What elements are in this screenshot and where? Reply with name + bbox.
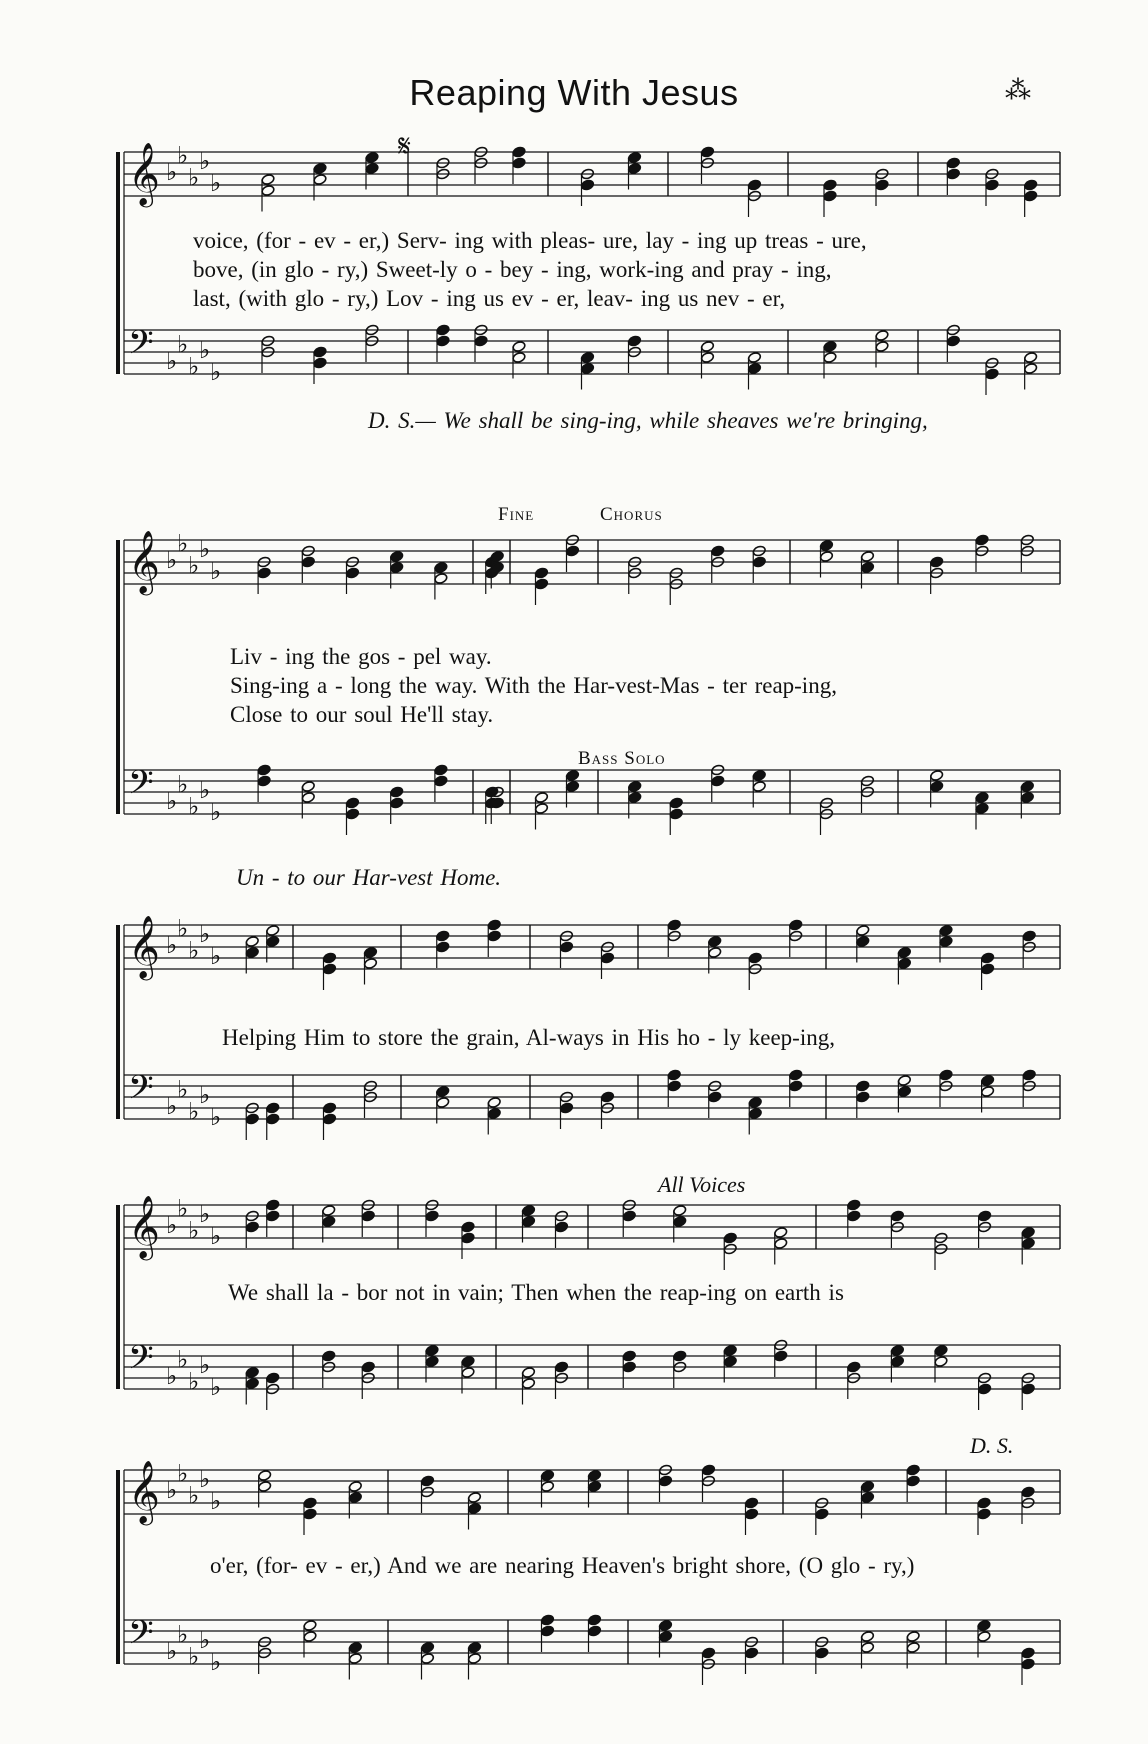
flat-icon: ♭ <box>188 1097 200 1126</box>
system-2 <box>118 504 1060 900</box>
treble-clef-icon: 𝄞 <box>128 915 160 978</box>
bass-clef-icon: 𝄢 <box>128 1339 154 1385</box>
lyric-line-3: Close to our soul He'll stay. <box>230 702 494 727</box>
lyric-line-1: o'er, (for- ev - er,) And we are nearing Heaven's bright shore, (O glo - ry,) <box>210 1553 915 1578</box>
bass-clef-icon: 𝄢 <box>128 1069 154 1115</box>
lyric-line-3: last, (with glo - ry,) Lov - ing us ev - er, leav- ing us nev - er, <box>193 286 786 311</box>
flat-icon: ♭ <box>188 792 200 821</box>
flat-icon: ♭ <box>210 1487 222 1515</box>
bass-clef-icon: 𝄢 <box>128 324 154 370</box>
system-3 <box>118 914 1060 1135</box>
flat-icon: ♭ <box>166 546 178 574</box>
flat-icon: ♭ <box>210 1373 222 1401</box>
flat-icon: ♭ <box>166 1211 178 1239</box>
lyric-line-1: voice, (for - ev - er,) Serv- ing with pleas- ure, lay - ing up treas - ure, <box>193 228 867 253</box>
ds-lyric-line: D. S.— We shall be sing-ing, while sheaves we're bringing, <box>368 408 928 433</box>
flat-icon: ♭ <box>166 1092 178 1120</box>
flat-icon: ♭ <box>177 1620 189 1649</box>
flat-icon: ♭ <box>210 358 222 386</box>
treble-clef-icon: 𝄞 <box>128 1195 160 1258</box>
flat-icon: ♭ <box>199 776 211 804</box>
flat-icon: ♭ <box>166 158 178 186</box>
flat-icon: ♭ <box>166 787 178 815</box>
flat-icon: ♭ <box>166 1362 178 1390</box>
fine-marking: Fine <box>498 504 535 525</box>
page-mark: ⁂ <box>1005 76 1031 105</box>
flat-icon: ♭ <box>210 1222 222 1250</box>
system-1 <box>118 130 1060 450</box>
flat-icon: ♭ <box>188 1642 200 1671</box>
bass-clef-icon: 𝄢 <box>128 1614 154 1660</box>
flat-icon: ♭ <box>199 535 211 563</box>
lyric-line-2: bove, (in glo - ry,) Sweet-ly o - bey - ing, work-ing and pray - ing, <box>193 257 832 282</box>
treble-clef-icon: 𝄞 <box>128 1460 160 1523</box>
flat-icon: ♭ <box>177 141 189 170</box>
hymn-title: Reaping With Jesus <box>409 72 739 113</box>
flat-icon: ♭ <box>177 1345 189 1374</box>
flat-icon: ♭ <box>210 169 222 197</box>
flat-icon: ♭ <box>166 347 178 375</box>
lyric-line-1: Helping Him to store the grain, Al-ways in His ho - ly keep-ing, <box>222 1025 835 1050</box>
treble-clef-icon: 𝄞 <box>128 142 160 205</box>
ds-marking: D. S. <box>970 1433 1014 1458</box>
lyric-line-1: We shall la - bor not in vain; Then when the reap-ing on earth is <box>228 1280 844 1305</box>
lyric-line-2: Sing-ing a - long the way. With the Har-vest-Mas - ter reap-ing, <box>230 673 837 698</box>
flat-icon: ♭ <box>177 1194 189 1223</box>
all-voices-marking: All Voices <box>658 1172 746 1197</box>
flat-icon: ♭ <box>188 936 200 965</box>
segno-sign: 𝄋 <box>398 130 412 163</box>
treble-clef-icon: 𝄞 <box>128 530 160 593</box>
flat-icon: ♭ <box>177 770 189 799</box>
flat-icon: ♭ <box>166 1476 178 1504</box>
flat-icon: ♭ <box>177 1459 189 1488</box>
flat-icon: ♭ <box>177 330 189 359</box>
flat-icon: ♭ <box>199 1465 211 1493</box>
flat-icon: ♭ <box>177 529 189 558</box>
system-5 <box>118 1433 1060 1685</box>
flat-icon: ♭ <box>210 1103 222 1131</box>
flat-icon: ♭ <box>210 798 222 826</box>
flat-icon: ♭ <box>188 1216 200 1245</box>
system-4 <box>118 1172 1060 1401</box>
flat-icon: ♭ <box>199 147 211 175</box>
flat-icon: ♭ <box>199 1626 211 1654</box>
lyric-line-1: Liv - ing the gos - pel way. <box>230 644 492 669</box>
lyric-below-bass: Un - to our Har-vest Home. <box>236 865 502 890</box>
chorus-marking: Chorus <box>600 504 663 525</box>
flat-icon: ♭ <box>188 163 200 192</box>
bass-solo-marking: Bass Solo <box>578 748 666 769</box>
flat-icon: ♭ <box>177 1075 189 1104</box>
bass-clef-icon: 𝄢 <box>128 764 154 810</box>
flat-icon: ♭ <box>210 1648 222 1676</box>
flat-icon: ♭ <box>166 931 178 959</box>
flat-icon: ♭ <box>177 914 189 943</box>
flat-icon: ♭ <box>210 557 222 585</box>
flat-icon: ♭ <box>188 551 200 580</box>
flat-icon: ♭ <box>166 1637 178 1665</box>
flat-icon: ♭ <box>188 1481 200 1510</box>
flat-icon: ♭ <box>199 1081 211 1109</box>
flat-icon: ♭ <box>188 1367 200 1396</box>
flat-icon: ♭ <box>199 1200 211 1228</box>
flat-icon: ♭ <box>199 920 211 948</box>
flat-icon: ♭ <box>188 352 200 381</box>
flat-icon: ♭ <box>199 336 211 364</box>
flat-icon: ♭ <box>210 942 222 970</box>
flat-icon: ♭ <box>199 1351 211 1379</box>
